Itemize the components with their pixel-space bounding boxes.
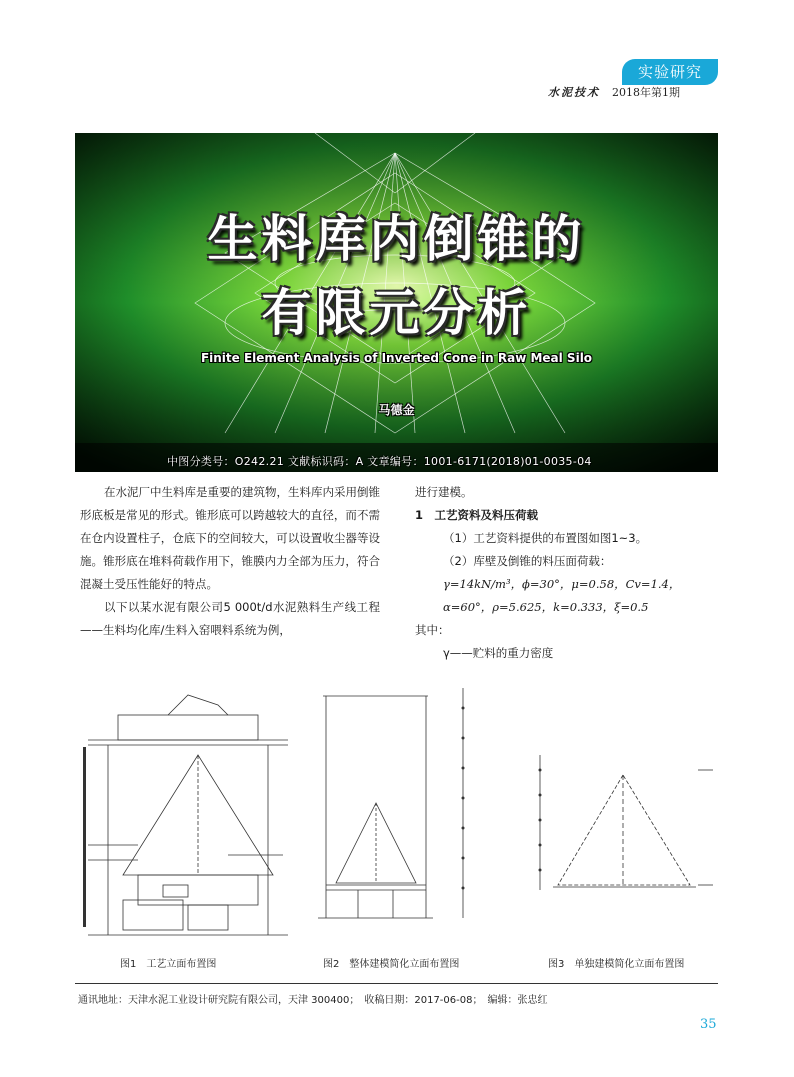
definition: γ——贮料的重力密度 <box>443 646 554 660</box>
article-title-line1: 生料库内倒锥的 <box>207 210 586 268</box>
continued-line: 进行建模。 <box>415 485 473 499</box>
right-column <box>415 481 715 665</box>
journal-name: 水泥技术 <box>548 86 600 99</box>
paragraph: 在水泥厂中生料库是重要的建筑物，生料库内采用倒锥形底板是常见的形式。锥形底可以跨越较大的直径，而不需在仓内设置柱子，仓底下的空间较大，可以设置收尘器等设施。锥形底在堆料荷载作用下，锥膜内力全部为压力，符合混凝土受压性能好的特点。 <box>80 485 380 591</box>
figure-2-caption: 图2 整体建模简化立面布置图 <box>323 959 460 970</box>
left-column <box>80 481 380 642</box>
page-number: 35 <box>700 1017 717 1032</box>
section-badge: 实验研究 <box>622 59 718 85</box>
list-item: （1）工艺资料提供的布置图如图1~3。 <box>443 531 648 545</box>
issue-label: 2018年第1期 <box>612 86 680 99</box>
section-heading: 1 工艺资料及料压荷载 <box>415 508 539 522</box>
classification-line: 中图分类号：O242.21 文献标识码：A 文章编号：1001-6171(2018)01-0035-04 <box>167 455 592 468</box>
figure-1-drawing <box>78 685 298 945</box>
where-label: 其中： <box>415 623 450 637</box>
footer-rule <box>75 983 718 984</box>
figure-3-caption: 图3 单独建模简化立面布置图 <box>548 959 685 970</box>
title-banner <box>75 133 718 472</box>
formula-line: α=60°，ρ=5.625，k=0.333，ξ=0.5 <box>443 600 649 614</box>
figure-3-drawing <box>518 750 718 900</box>
journal-header <box>548 84 680 100</box>
author-name: 马德金 <box>378 403 415 417</box>
article-title-line2: 有限元分析 <box>261 284 532 342</box>
article-title-english: Finite Element Analysis of Inverted Cone in Raw Meal Silo <box>200 351 593 365</box>
paragraph: 以下以某水泥有限公司5 000t/d水泥熟料生产线工程——生料均化库/生料入窑喂料系统为例， <box>80 600 380 637</box>
list-item: （2）库壁及倒锥的料压面荷载： <box>443 554 612 568</box>
figure-1-caption: 图1 工艺立面布置图 <box>120 959 217 970</box>
formula-line: γ=14kN/m³，ϕ=30°，μ=0.58，Cv=1.4， <box>443 577 681 591</box>
figure-2-drawing <box>318 688 478 938</box>
footer-info: 通讯地址：天津水泥工业设计研究院有限公司，天津 300400； 收稿日期：2017-06-08； 编辑：张忠红 <box>78 995 548 1006</box>
